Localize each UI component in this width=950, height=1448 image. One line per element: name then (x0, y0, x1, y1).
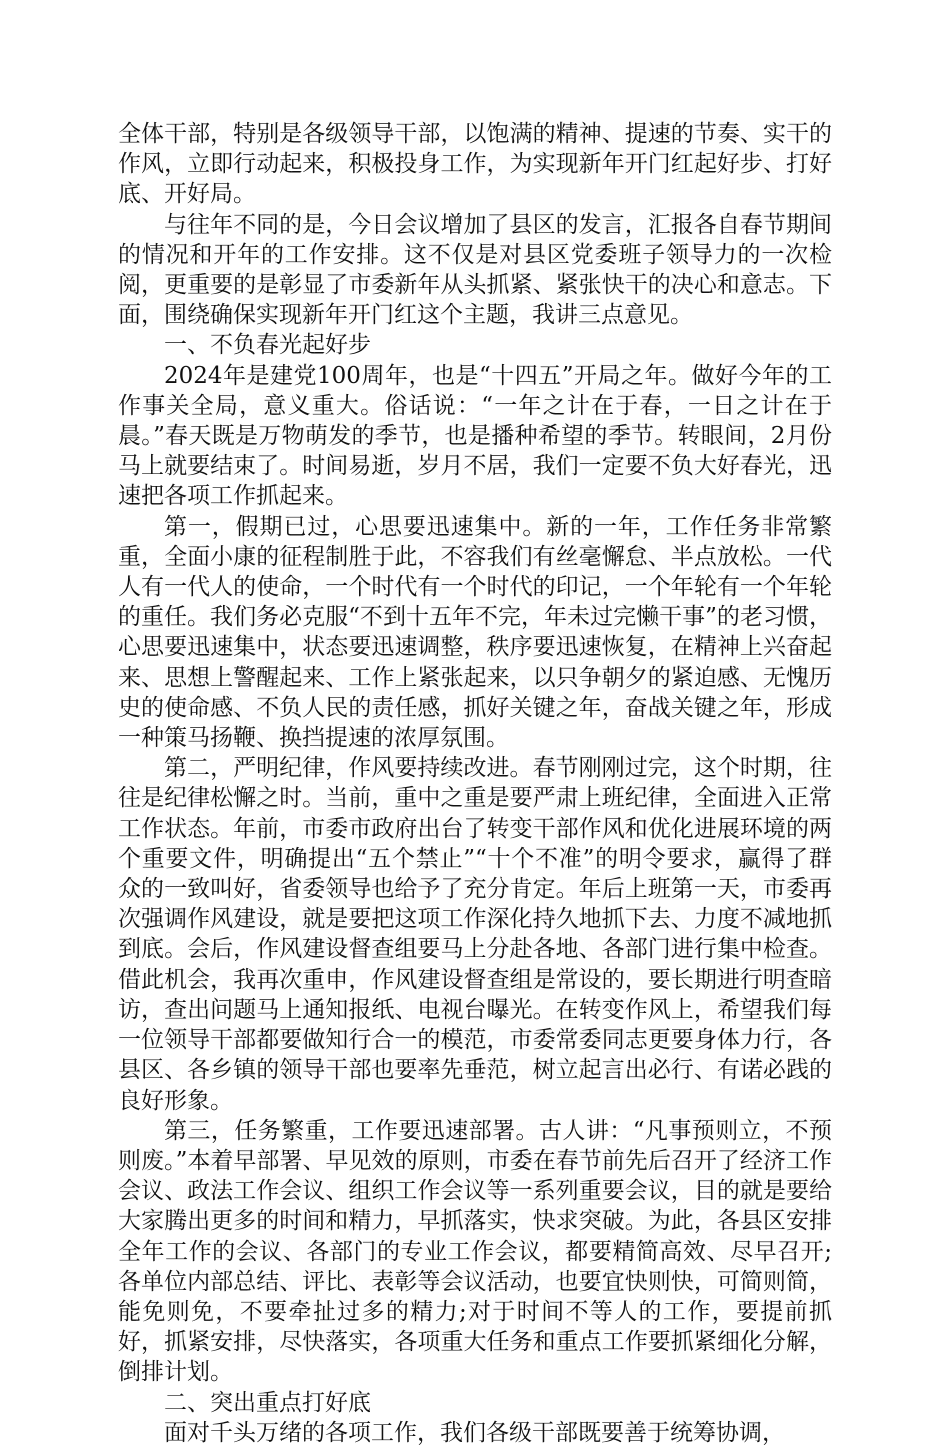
paragraph-point-first: 第一，假期已过，心思要迅速集中。新的一年，工作任务非常繁重，全面小康的征程制胜于此，不容我们有丝毫懈怠、半点放松。一代人有一代人的使命，一个时代有一个时代的印记，一个年轮有一个年轮的重任。我们务必克服“不到十五年不完，年未过完懒干事”的老习惯，心思要迅速集中，状态要迅速调整，秩序要迅速恢复，在精神上兴奋起来、思想上警醒起来、工作上紧张起来，以只争朝夕的紧迫感、无愧历史的使命感、不负人民的责任感，抓好关键之年，奋战关键之年，形成一种策马扬鞭、换挡提速的浓厚氛围。 (118, 513, 832, 752)
paragraph-point-second: 第二，严明纪律，作风要持续改进。春节刚刚过完，这个时期，往往是纪律松懈之时。当前，重中之重是要严肃上班纪律，全面进入正常工作状态。年前，市委市政府出台了转变干部作风和优化进展环境的两个重要文件，明确提出“五个禁止”“十个不准”的明令要求，赢得了群众的一致叫好，省委领导也给予了充分肯定。年后上班第一天，市委再次强调作风建设，就是要把这项工作深化持久地抓下去、力度不减地抓到底。会后，作风建设督查组要马上分赴各地、各部门进行集中检查。借此机会，我再次重申，作风建设督查组是常设的，要长期进行明查暗访，查出问题马上通知报纸、电视台曝光。在转变作风上，希望我们每一位领导干部都要做知行合一的模范，市委常委同志更要身体力行，各县区、各乡镇的领导干部也要率先垂范，树立起言出必行、有诺必践的良好形象。 (118, 755, 832, 1114)
document-body (118, 119, 832, 1448)
paragraph-point-third: 第三，任务繁重，工作要迅速部署。古人讲：“凡事预则立，不预则废。”本着早部署、早见效的原则，市委在春节前先后召开了经济工作会议、政法工作会议、组织工作会议等一系列重要会议，目的就是要给大家腾出更多的时间和精力，早抓落实，快求突破。为此，各县区安排全年工作的会议、各部门的专业工作会议，都要精简高效、尽早召开;各单位内部总结、评比、表彰等会议活动，也要宜快则快，可简则简，能免则免，不要牵扯过多的精力;对于时间不等人的工作，要提前抓好，抓紧安排，尽快落实，各项重大任务和重点工作要抓紧细化分解，倒排计划。 (118, 1117, 832, 1386)
section-heading-1: 一、不负春光起好步 (164, 332, 371, 359)
section-heading-2: 二、突出重点打好底 (164, 1389, 371, 1416)
paragraph-meeting-intro: 与往年不同的是，今日会议增加了县区的发言，汇报各自春节期间的情况和开年的工作安排。这不仅是对县区党委班子领导力的一次检阅，更重要的是彰显了市委新年从头抓紧、紧张快干的决心和意志。下面，围绕确保实现新年开门红这个主题，我讲三点意见。 (118, 211, 832, 329)
paragraph-section-two-start: 面对千头万绪的各项工作，我们各级干部既要善于统筹协调， (164, 1419, 785, 1446)
paragraph-continuation: 全体干部，特别是各级领导干部，以饱满的精神、提速的节奏、实干的作风，立即行动起来，积极投身工作，为实现新年开门红起好步、打好底、开好局。 (118, 121, 832, 208)
paragraph-year-overview: 2024年是建党100周年，也是“十四五”开局之年。做好今年的工作事关全局，意义重大。俗话说：“一年之计在于春，一日之计在于晨。”春天既是万物萌发的季节，也是播种希望的季节。转眼间，2月份马上就要结束了。时间易逝，岁月不居，我们一定要不负大好春光，迅速把各项工作抓起来。 (118, 362, 832, 510)
